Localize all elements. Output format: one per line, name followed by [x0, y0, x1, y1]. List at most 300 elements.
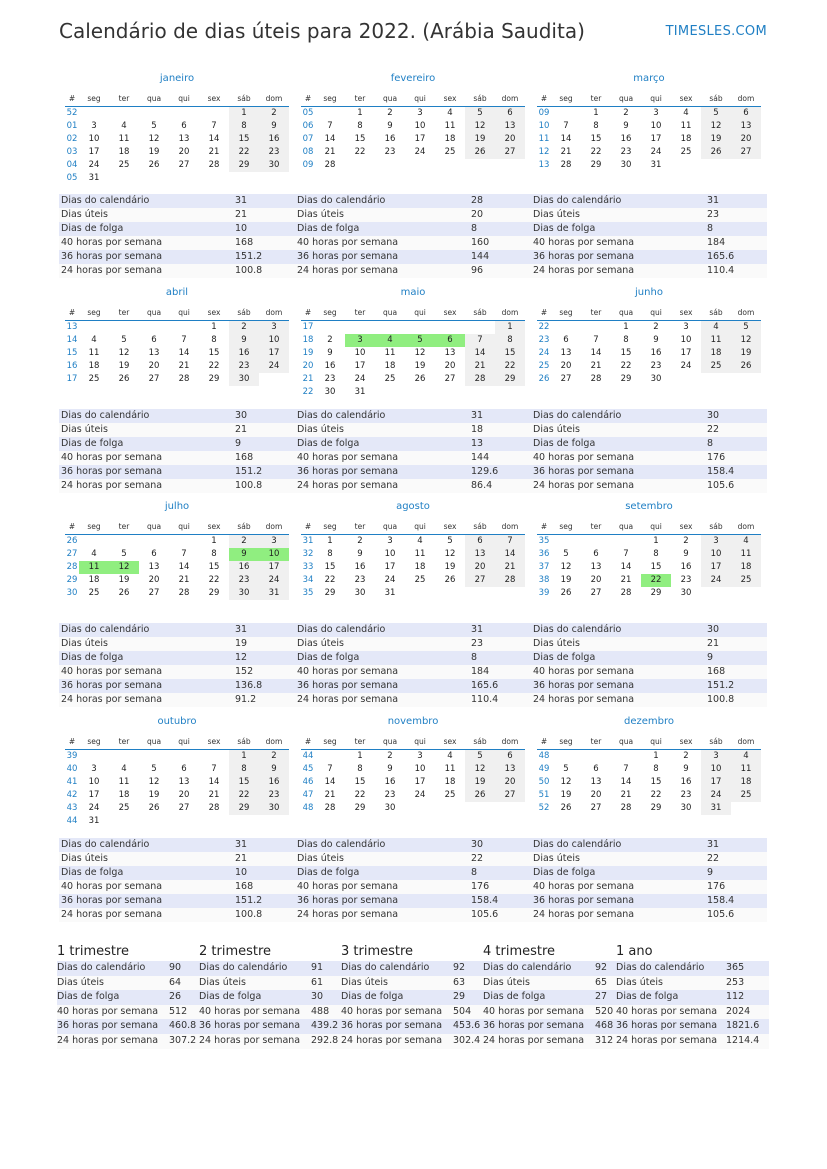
day-cell[interactable]: 3 [701, 750, 731, 763]
month-title[interactable]: setembro [625, 501, 673, 512]
day-cell[interactable]: 29 [590, 160, 602, 170]
day-cell[interactable]: 3 [345, 334, 375, 347]
day-cell[interactable]: 12 [731, 334, 761, 347]
day-cell[interactable]: 18 [444, 777, 456, 787]
day-cell[interactable]: 10 [384, 549, 396, 559]
day-cell[interactable]: 29 [208, 374, 220, 384]
day-cell[interactable]: 16 [384, 777, 396, 787]
day-cell[interactable]: 8 [593, 121, 599, 131]
day-cell[interactable] [169, 815, 199, 828]
day-cell[interactable]: 16 [384, 134, 396, 144]
day-cell[interactable] [731, 159, 761, 172]
day-cell[interactable]: 17 [354, 361, 366, 371]
day-cell[interactable]: 14 [560, 134, 572, 144]
day-cell[interactable] [435, 321, 465, 334]
day-cell[interactable]: 19 [560, 575, 572, 585]
day-cell[interactable]: 19 [148, 790, 160, 800]
day-cell[interactable]: 4 [731, 750, 761, 763]
day-cell[interactable]: 7 [327, 764, 333, 774]
day-cell[interactable]: 25 [118, 160, 130, 170]
day-cell[interactable]: 20 [465, 561, 495, 574]
day-cell[interactable]: 8 [357, 764, 363, 774]
day-cell[interactable]: 10 [88, 134, 100, 144]
month-title[interactable]: outubro [157, 716, 197, 727]
day-cell[interactable]: 30 [680, 588, 692, 598]
day-cell[interactable]: 23 [229, 574, 259, 587]
day-cell[interactable]: 25 [384, 374, 396, 384]
day-cell[interactable]: 4 [121, 764, 127, 774]
day-cell[interactable]: 12 [465, 120, 495, 133]
day-cell[interactable]: 16 [229, 347, 259, 360]
day-cell[interactable]: 23 [259, 789, 289, 802]
day-cell[interactable] [495, 159, 525, 172]
day-cell[interactable]: 17 [88, 790, 100, 800]
day-cell[interactable] [79, 535, 109, 548]
day-cell[interactable] [109, 750, 139, 763]
day-cell[interactable] [79, 321, 109, 334]
day-cell[interactable]: 22 [495, 360, 525, 373]
day-cell[interactable] [199, 750, 229, 763]
day-cell[interactable]: 3 [91, 121, 97, 131]
day-cell[interactable]: 17 [414, 777, 426, 787]
day-cell[interactable]: 9 [683, 549, 689, 559]
day-cell[interactable] [169, 172, 199, 185]
day-cell[interactable]: 27 [495, 146, 525, 159]
day-cell[interactable]: 28 [620, 588, 632, 598]
day-cell[interactable]: 31 [259, 587, 289, 600]
day-cell[interactable]: 26 [148, 803, 160, 813]
day-cell[interactable]: 5 [563, 549, 569, 559]
day-cell[interactable]: 7 [623, 764, 629, 774]
day-cell[interactable]: 10 [650, 121, 662, 131]
day-cell[interactable] [169, 535, 199, 548]
day-cell[interactable]: 14 [208, 777, 220, 787]
day-cell[interactable]: 6 [495, 107, 525, 120]
day-cell[interactable]: 14 [620, 562, 632, 572]
day-cell[interactable]: 6 [435, 334, 465, 347]
day-cell[interactable]: 18 [444, 134, 456, 144]
day-cell[interactable]: 8 [211, 335, 217, 345]
day-cell[interactable]: 29 [324, 588, 336, 598]
day-cell[interactable]: 5 [447, 536, 453, 546]
day-cell[interactable]: 2 [259, 750, 289, 763]
day-cell[interactable]: 19 [465, 133, 495, 146]
day-cell[interactable]: 16 [229, 561, 259, 574]
day-cell[interactable]: 23 [650, 361, 662, 371]
day-cell[interactable]: 4 [91, 549, 97, 559]
day-cell[interactable]: 26 [701, 146, 731, 159]
day-cell[interactable]: 18 [414, 562, 426, 572]
month-title[interactable]: julho [164, 501, 190, 512]
day-cell[interactable]: 17 [414, 134, 426, 144]
day-cell[interactable]: 2 [683, 751, 689, 761]
day-cell[interactable]: 27 [148, 374, 160, 384]
day-cell[interactable] [581, 750, 611, 763]
day-cell[interactable]: 15 [590, 134, 602, 144]
day-cell[interactable]: 16 [650, 348, 662, 358]
day-cell[interactable] [345, 159, 375, 172]
day-cell[interactable]: 11 [88, 348, 100, 358]
day-cell[interactable]: 30 [680, 803, 692, 813]
day-cell[interactable] [405, 386, 435, 399]
day-cell[interactable]: 13 [444, 348, 456, 358]
day-cell[interactable]: 9 [387, 121, 393, 131]
day-cell[interactable] [139, 750, 169, 763]
day-cell[interactable]: 20 [178, 790, 190, 800]
day-cell[interactable]: 12 [414, 348, 426, 358]
day-cell[interactable]: 5 [151, 121, 157, 131]
day-cell[interactable]: 5 [731, 321, 761, 334]
day-cell[interactable]: 21 [465, 360, 495, 373]
day-cell[interactable]: 28 [465, 373, 495, 386]
day-cell[interactable]: 2 [259, 107, 289, 120]
day-cell[interactable]: 24 [384, 575, 396, 585]
day-cell[interactable]: 31 [88, 816, 100, 826]
day-cell[interactable] [551, 535, 581, 548]
day-cell[interactable]: 25 [88, 374, 100, 384]
day-cell[interactable]: 24 [88, 803, 100, 813]
day-cell[interactable] [375, 321, 405, 334]
day-cell[interactable] [375, 159, 405, 172]
day-cell[interactable]: 6 [731, 107, 761, 120]
day-cell[interactable]: 8 [229, 763, 259, 776]
day-cell[interactable]: 28 [178, 588, 190, 598]
day-cell[interactable]: 1 [653, 751, 659, 761]
day-cell[interactable] [139, 172, 169, 185]
month-title[interactable]: abril [165, 287, 189, 298]
day-cell[interactable]: 8 [653, 764, 659, 774]
day-cell[interactable]: 18 [701, 347, 731, 360]
day-cell[interactable] [109, 172, 139, 185]
day-cell[interactable]: 21 [178, 361, 190, 371]
day-cell[interactable]: 22 [641, 574, 671, 587]
day-cell[interactable] [435, 587, 465, 600]
day-cell[interactable]: 5 [701, 107, 731, 120]
day-cell[interactable]: 20 [178, 147, 190, 157]
month-title[interactable]: fevereiro [390, 73, 436, 84]
day-cell[interactable] [465, 802, 495, 815]
day-cell[interactable]: 24 [414, 147, 426, 157]
day-cell[interactable] [551, 750, 581, 763]
day-cell[interactable]: 21 [208, 147, 220, 157]
day-cell[interactable]: 2 [357, 536, 363, 546]
day-cell[interactable]: 13 [178, 777, 190, 787]
day-cell[interactable]: 2 [623, 108, 629, 118]
day-cell[interactable]: 21 [324, 790, 336, 800]
day-cell[interactable]: 3 [91, 764, 97, 774]
day-cell[interactable]: 10 [701, 548, 731, 561]
day-cell[interactable]: 23 [384, 147, 396, 157]
day-cell[interactable]: 12 [560, 562, 572, 572]
day-cell[interactable]: 2 [229, 321, 259, 334]
day-cell[interactable]: 26 [414, 374, 426, 384]
day-cell[interactable]: 26 [560, 803, 572, 813]
day-cell[interactable]: 8 [211, 549, 217, 559]
day-cell[interactable]: 7 [181, 335, 187, 345]
day-cell[interactable]: 5 [465, 107, 495, 120]
day-cell[interactable]: 31 [354, 387, 366, 397]
day-cell[interactable]: 28 [590, 374, 602, 384]
day-cell[interactable]: 24 [259, 360, 289, 373]
day-cell[interactable]: 10 [680, 335, 692, 345]
day-cell[interactable]: 11 [118, 777, 130, 787]
day-cell[interactable]: 10 [701, 763, 731, 776]
day-cell[interactable]: 1 [357, 751, 363, 761]
day-cell[interactable] [229, 172, 259, 185]
day-cell[interactable]: 7 [465, 334, 495, 347]
day-cell[interactable]: 2 [327, 335, 333, 345]
day-cell[interactable]: 11 [384, 348, 396, 358]
day-cell[interactable]: 26 [118, 374, 130, 384]
day-cell[interactable]: 24 [414, 790, 426, 800]
day-cell[interactable]: 17 [259, 347, 289, 360]
day-cell[interactable]: 1 [211, 322, 217, 332]
day-cell[interactable]: 22 [354, 790, 366, 800]
day-cell[interactable] [375, 386, 405, 399]
day-cell[interactable]: 27 [148, 588, 160, 598]
day-cell[interactable]: 19 [118, 575, 130, 585]
day-cell[interactable]: 1 [623, 322, 629, 332]
day-cell[interactable]: 9 [259, 120, 289, 133]
day-cell[interactable]: 14 [324, 777, 336, 787]
day-cell[interactable]: 24 [354, 374, 366, 384]
day-cell[interactable]: 4 [701, 321, 731, 334]
day-cell[interactable]: 2 [229, 535, 259, 548]
day-cell[interactable]: 7 [181, 549, 187, 559]
day-cell[interactable]: 23 [354, 575, 366, 585]
day-cell[interactable]: 12 [118, 348, 130, 358]
day-cell[interactable]: 27 [731, 146, 761, 159]
day-cell[interactable]: 17 [259, 561, 289, 574]
day-cell[interactable]: 20 [731, 133, 761, 146]
day-cell[interactable]: 2 [387, 751, 393, 761]
day-cell[interactable]: 12 [465, 763, 495, 776]
day-cell[interactable]: 15 [650, 562, 662, 572]
day-cell[interactable] [405, 802, 435, 815]
day-cell[interactable]: 1 [593, 108, 599, 118]
day-cell[interactable]: 10 [88, 777, 100, 787]
day-cell[interactable]: 7 [593, 335, 599, 345]
day-cell[interactable]: 19 [701, 133, 731, 146]
day-cell[interactable]: 25 [444, 147, 456, 157]
day-cell[interactable]: 27 [560, 374, 572, 384]
day-cell[interactable] [139, 815, 169, 828]
day-cell[interactable]: 15 [354, 777, 366, 787]
month-title[interactable]: dezembro [624, 716, 674, 727]
day-cell[interactable]: 30 [384, 803, 396, 813]
day-cell[interactable] [465, 159, 495, 172]
day-cell[interactable] [701, 159, 731, 172]
day-cell[interactable] [731, 373, 761, 386]
month-title[interactable]: junho [635, 287, 663, 298]
day-cell[interactable]: 4 [447, 751, 453, 761]
month-title[interactable]: março [633, 73, 665, 84]
day-cell[interactable]: 21 [324, 147, 336, 157]
day-cell[interactable]: 10 [414, 121, 426, 131]
day-cell[interactable]: 31 [88, 173, 100, 183]
day-cell[interactable]: 22 [620, 361, 632, 371]
day-cell[interactable]: 27 [590, 803, 602, 813]
day-cell[interactable]: 14 [495, 548, 525, 561]
day-cell[interactable]: 5 [465, 750, 495, 763]
day-cell[interactable]: 28 [324, 803, 336, 813]
day-cell[interactable]: 23 [680, 575, 692, 585]
day-cell[interactable]: 26 [118, 588, 130, 598]
day-cell[interactable]: 22 [229, 789, 259, 802]
day-cell[interactable]: 7 [563, 121, 569, 131]
day-cell[interactable]: 16 [680, 777, 692, 787]
day-cell[interactable] [139, 535, 169, 548]
day-cell[interactable]: 15 [229, 776, 259, 789]
day-cell[interactable]: 12 [701, 120, 731, 133]
day-cell[interactable]: 15 [495, 347, 525, 360]
day-cell[interactable]: 8 [357, 121, 363, 131]
day-cell[interactable]: 11 [731, 548, 761, 561]
day-cell[interactable] [259, 815, 289, 828]
day-cell[interactable]: 16 [620, 134, 632, 144]
day-cell[interactable]: 10 [259, 334, 289, 347]
day-cell[interactable]: 8 [327, 549, 333, 559]
day-cell[interactable]: 13 [560, 348, 572, 358]
day-cell[interactable]: 13 [148, 562, 160, 572]
day-cell[interactable]: 15 [324, 562, 336, 572]
day-cell[interactable]: 21 [208, 790, 220, 800]
day-cell[interactable]: 28 [495, 574, 525, 587]
day-cell[interactable]: 11 [79, 561, 109, 574]
day-cell[interactable]: 8 [623, 335, 629, 345]
day-cell[interactable]: 6 [151, 335, 157, 345]
day-cell[interactable]: 19 [465, 776, 495, 789]
day-cell[interactable]: 14 [178, 348, 190, 358]
day-cell[interactable] [109, 815, 139, 828]
day-cell[interactable]: 18 [731, 561, 761, 574]
day-cell[interactable] [315, 107, 345, 120]
day-cell[interactable]: 18 [384, 361, 396, 371]
day-cell[interactable]: 1 [211, 536, 217, 546]
month-title[interactable]: agosto [396, 501, 430, 512]
day-cell[interactable]: 15 [650, 777, 662, 787]
day-cell[interactable]: 7 [327, 121, 333, 131]
day-cell[interactable]: 21 [495, 561, 525, 574]
day-cell[interactable]: 1 [229, 107, 259, 120]
day-cell[interactable]: 13 [148, 348, 160, 358]
day-cell[interactable]: 9 [229, 334, 259, 347]
day-cell[interactable] [435, 386, 465, 399]
day-cell[interactable]: 3 [417, 751, 423, 761]
day-cell[interactable] [611, 750, 641, 763]
day-cell[interactable]: 11 [680, 121, 692, 131]
day-cell[interactable]: 30 [259, 159, 289, 172]
day-cell[interactable]: 5 [563, 764, 569, 774]
day-cell[interactable] [169, 750, 199, 763]
day-cell[interactable]: 17 [701, 561, 731, 574]
day-cell[interactable]: 24 [701, 789, 731, 802]
day-cell[interactable] [671, 159, 701, 172]
day-cell[interactable]: 6 [593, 764, 599, 774]
day-cell[interactable]: 1 [653, 536, 659, 546]
day-cell[interactable] [731, 587, 761, 600]
day-cell[interactable]: 12 [109, 561, 139, 574]
day-cell[interactable]: 27 [178, 160, 190, 170]
day-cell[interactable]: 17 [650, 134, 662, 144]
day-cell[interactable]: 29 [620, 374, 632, 384]
day-cell[interactable]: 12 [148, 134, 160, 144]
day-cell[interactable]: 14 [208, 134, 220, 144]
day-cell[interactable]: 26 [731, 360, 761, 373]
day-cell[interactable]: 4 [731, 535, 761, 548]
day-cell[interactable]: 20 [495, 776, 525, 789]
day-cell[interactable]: 13 [465, 548, 495, 561]
day-cell[interactable]: 4 [683, 108, 689, 118]
day-cell[interactable]: 29 [650, 588, 662, 598]
day-cell[interactable]: 19 [444, 562, 456, 572]
day-cell[interactable]: 29 [208, 588, 220, 598]
day-cell[interactable]: 7 [211, 121, 217, 131]
day-cell[interactable]: 22 [650, 790, 662, 800]
day-cell[interactable] [465, 321, 495, 334]
day-cell[interactable] [405, 159, 435, 172]
day-cell[interactable]: 25 [118, 803, 130, 813]
day-cell[interactable]: 2 [653, 322, 659, 332]
day-cell[interactable]: 30 [324, 387, 336, 397]
day-cell[interactable]: 7 [495, 535, 525, 548]
day-cell[interactable]: 5 [405, 334, 435, 347]
day-cell[interactable]: 28 [208, 803, 220, 813]
day-cell[interactable]: 13 [590, 562, 602, 572]
day-cell[interactable]: 2 [683, 536, 689, 546]
day-cell[interactable]: 7 [211, 764, 217, 774]
day-cell[interactable]: 6 [465, 535, 495, 548]
day-cell[interactable] [465, 386, 495, 399]
day-cell[interactable]: 4 [375, 334, 405, 347]
day-cell[interactable]: 30 [229, 587, 259, 600]
day-cell[interactable]: 13 [495, 120, 525, 133]
day-cell[interactable]: 24 [259, 574, 289, 587]
day-cell[interactable]: 1 [495, 321, 525, 334]
day-cell[interactable]: 26 [465, 789, 495, 802]
day-cell[interactable]: 3 [387, 536, 393, 546]
day-cell[interactable]: 11 [731, 763, 761, 776]
day-cell[interactable]: 28 [178, 374, 190, 384]
day-cell[interactable]: 13 [731, 120, 761, 133]
day-cell[interactable]: 20 [590, 790, 602, 800]
day-cell[interactable] [259, 172, 289, 185]
day-cell[interactable]: 26 [465, 146, 495, 159]
day-cell[interactable]: 1 [229, 750, 259, 763]
day-cell[interactable]: 28 [324, 160, 336, 170]
day-cell[interactable] [315, 750, 345, 763]
day-cell[interactable]: 11 [444, 121, 456, 131]
day-cell[interactable] [259, 373, 289, 386]
day-cell[interactable]: 2 [387, 108, 393, 118]
day-cell[interactable]: 9 [683, 764, 689, 774]
day-cell[interactable]: 24 [88, 160, 100, 170]
day-cell[interactable]: 26 [148, 160, 160, 170]
day-cell[interactable]: 25 [731, 574, 761, 587]
day-cell[interactable]: 28 [208, 160, 220, 170]
day-cell[interactable] [229, 815, 259, 828]
day-cell[interactable] [169, 107, 199, 120]
day-cell[interactable]: 17 [384, 562, 396, 572]
day-cell[interactable]: 6 [151, 549, 157, 559]
day-cell[interactable]: 6 [181, 764, 187, 774]
day-cell[interactable]: 19 [118, 361, 130, 371]
day-cell[interactable]: 31 [384, 588, 396, 598]
day-cell[interactable]: 16 [259, 133, 289, 146]
day-cell[interactable] [435, 802, 465, 815]
day-cell[interactable] [405, 587, 435, 600]
day-cell[interactable]: 11 [444, 764, 456, 774]
